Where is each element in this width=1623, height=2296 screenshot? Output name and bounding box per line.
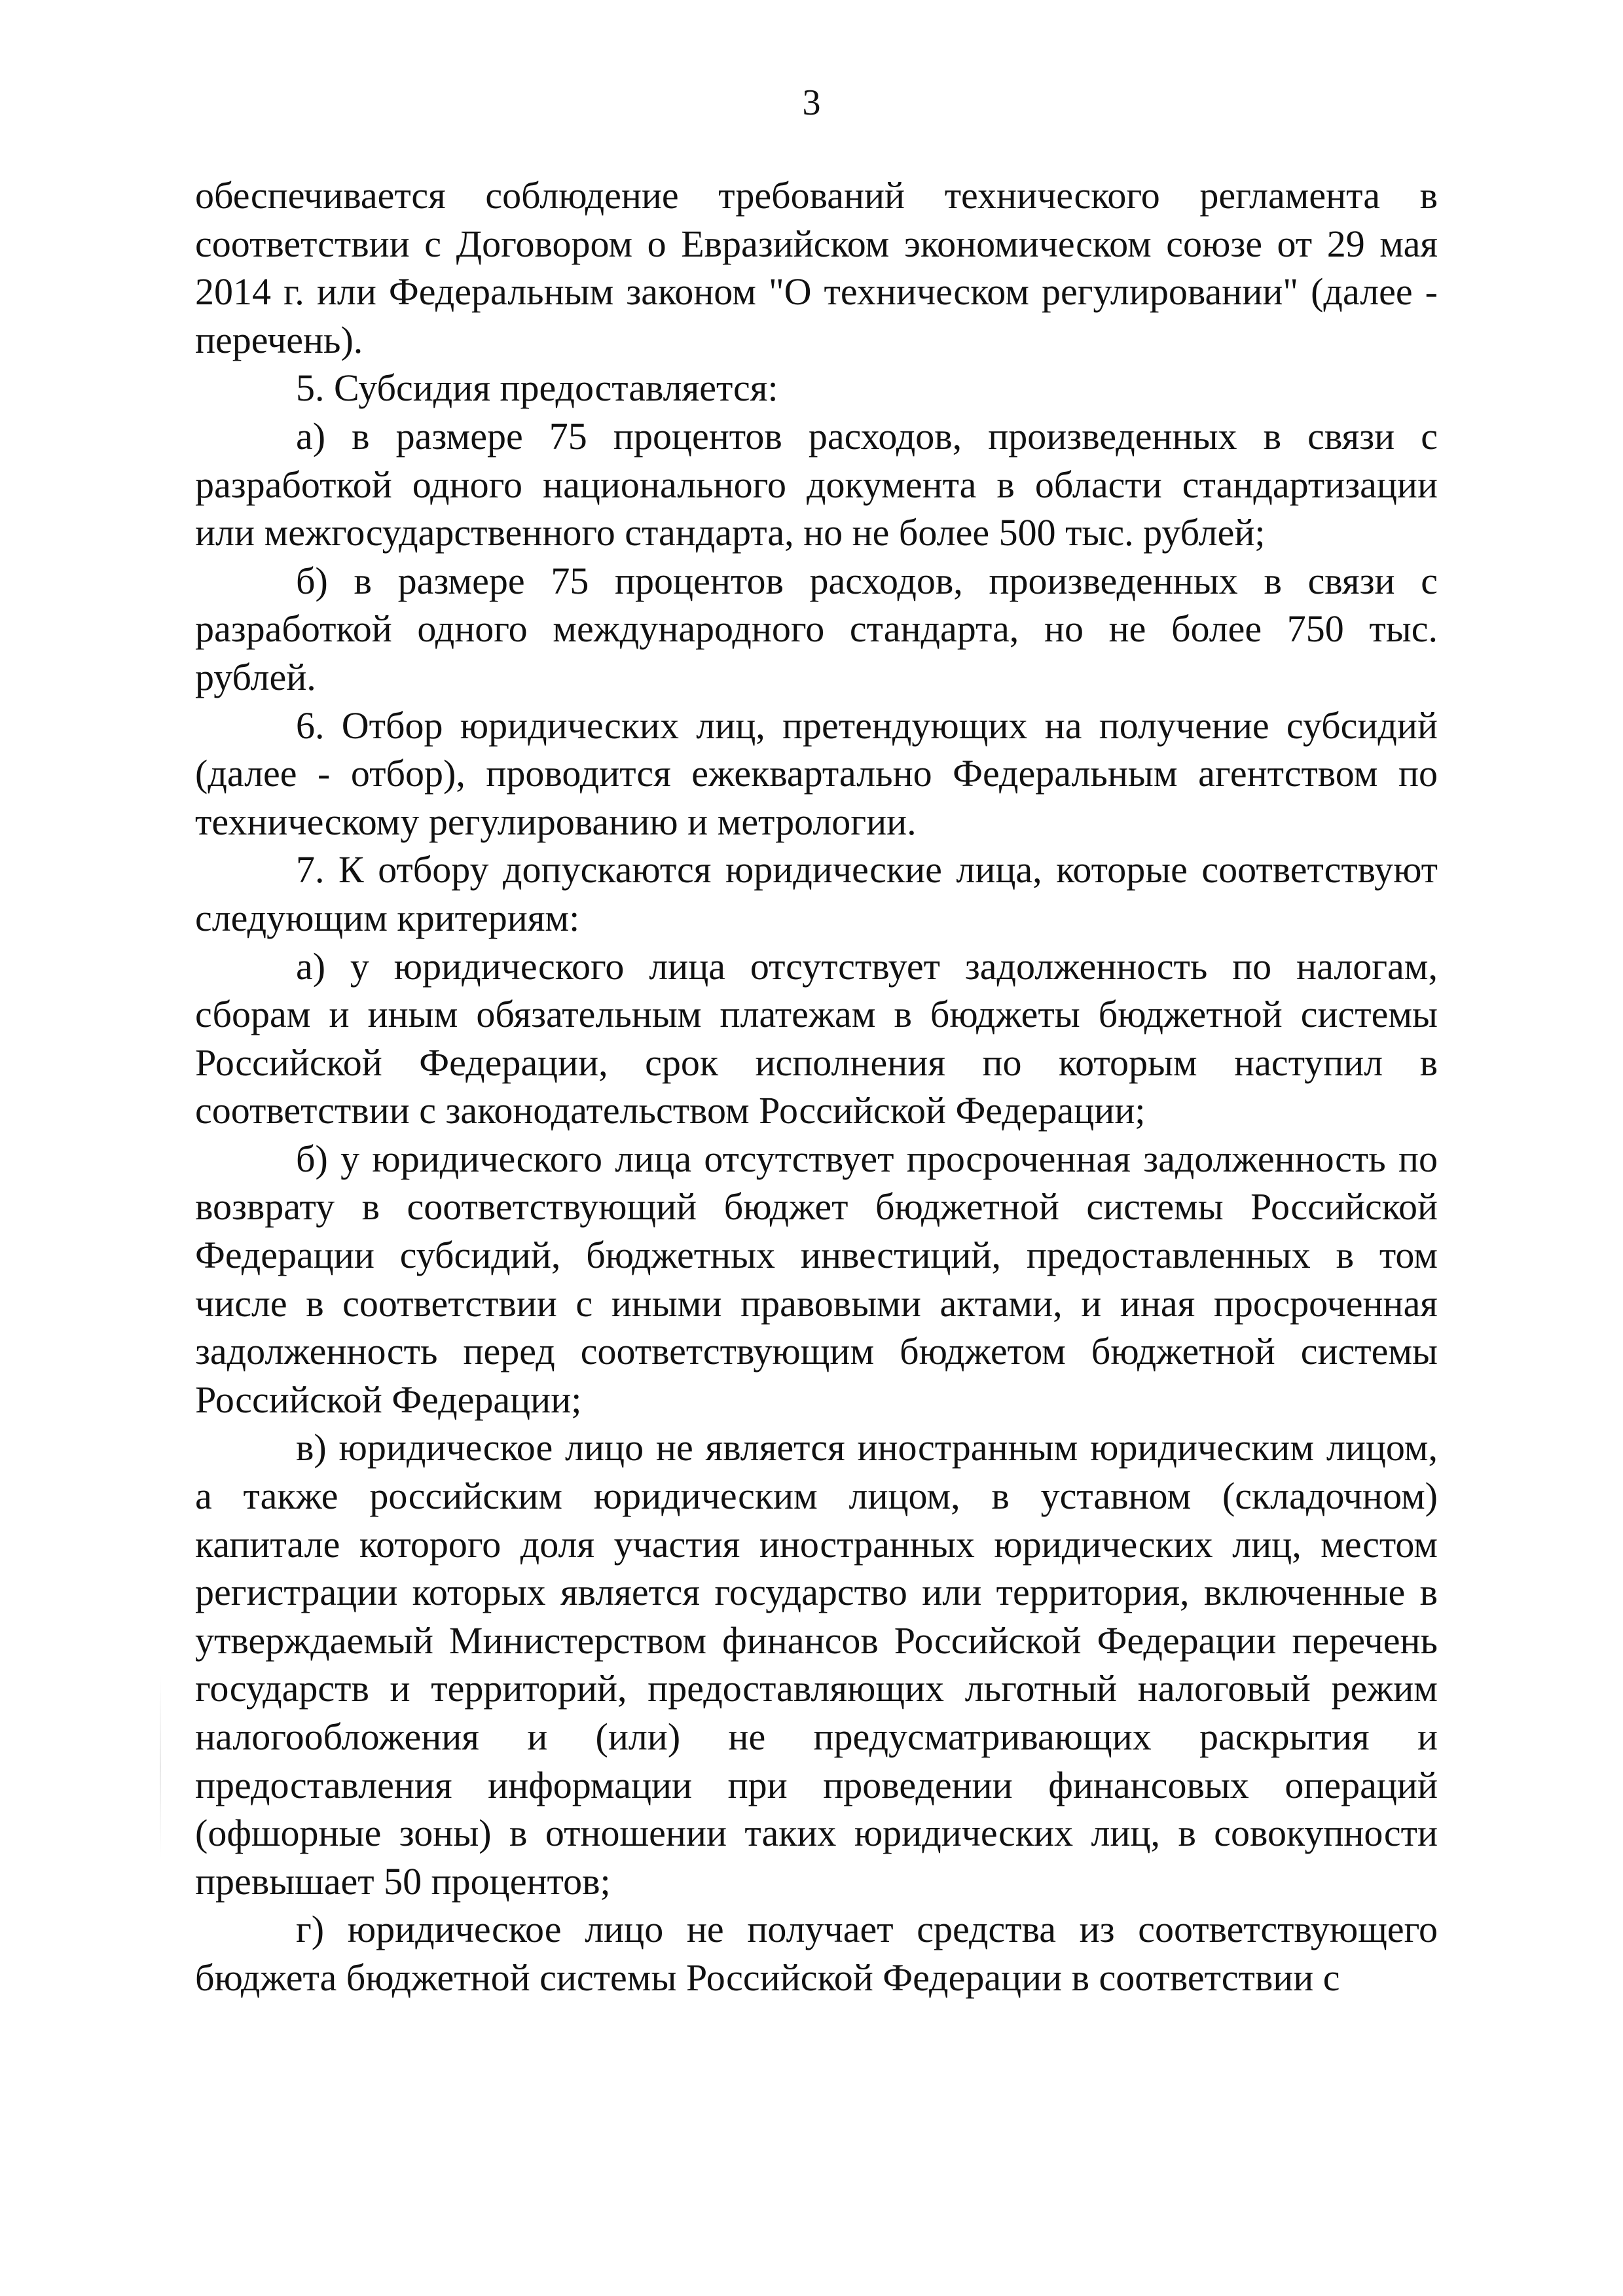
scan-margin-mark — [160, 1676, 161, 1859]
paragraph-clause-7b: б) у юридического лица отсутствует просроченная задолженность по возврату в соответствующий бюджет бюджетной системы Российской Федерации субсидий, бюджетных инвестиций, предоставленных в том числе в соответствии с иными правовыми актами, и иная просроченная задолженность перед соответствующим бюджетом бюджетной системы Российской Федерации; — [195, 1137, 1438, 1421]
paragraph-clause-5b: б) в размере 75 процентов расходов, произведенных в связи с разработкой одного международного стандарта, но не более 750 тыс. рублей. — [195, 559, 1438, 698]
document-body — [195, 171, 1438, 2002]
paragraph-clause-5a: а) в размере 75 процентов расходов, произведенных в связи с разработкой одного национального документа в области стандартизации или межгосударственного стандарта, но не более 500 тыс. рублей; — [195, 414, 1438, 554]
paragraph-clause-7a: а) у юридического лица отсутствует задолженность по налогам, сборам и иным обязательным платежам в бюджеты бюджетной системы Российской Федерации, срок исполнения по которым наступил в соответствии с законодательством Российской Федерации; — [195, 944, 1438, 1132]
paragraph-continuation: обеспечивается соблюдение требований технического регламента в соответствии с Договором о Евразийском экономическом союзе от 29 мая 2014 г. или Федеральным законом "О техническом регулировании" (далее - перечень). — [195, 174, 1438, 361]
paragraph-clause-7g: г) юридическое лицо не получает средства из соответствующего бюджета бюджетной системы Российской Федерации в соответствии с — [195, 1908, 1438, 1999]
page-number: 3 — [802, 82, 821, 123]
paragraph-clause-6: 6. Отбор юридических лиц, претендующих на получение субсидий (далее - отбор), проводится ежеквартально Федеральным агентством по техническому регулированию и метрологии. — [195, 704, 1438, 843]
paragraph-clause-7: 7. К отбору допускаются юридические лица, которые соответствуют следующим критериям: — [195, 848, 1438, 939]
paragraph-clause-7v: в) юридическое лицо не является иностранным юридическим лицом, а также российским юридическим лицом, в уставном (складочном) капитале которого доля участия иностранных юридических лиц, местом регистрации которых является государство или территория, включенные в утверждаемый Министерством финансов Российской Федерации перечень государств и территорий, предоставляющих льготный налоговый режим налогообложения и (или) не предусматривающих раскрытия и предоставления информации при проведении финансовых операций (офшорные зоны) в отношении таких юридических лиц, в совокупности превышает 50 процентов; — [195, 1426, 1438, 1903]
paragraph-clause-5: 5. Субсидия предоставляется: — [296, 367, 778, 410]
